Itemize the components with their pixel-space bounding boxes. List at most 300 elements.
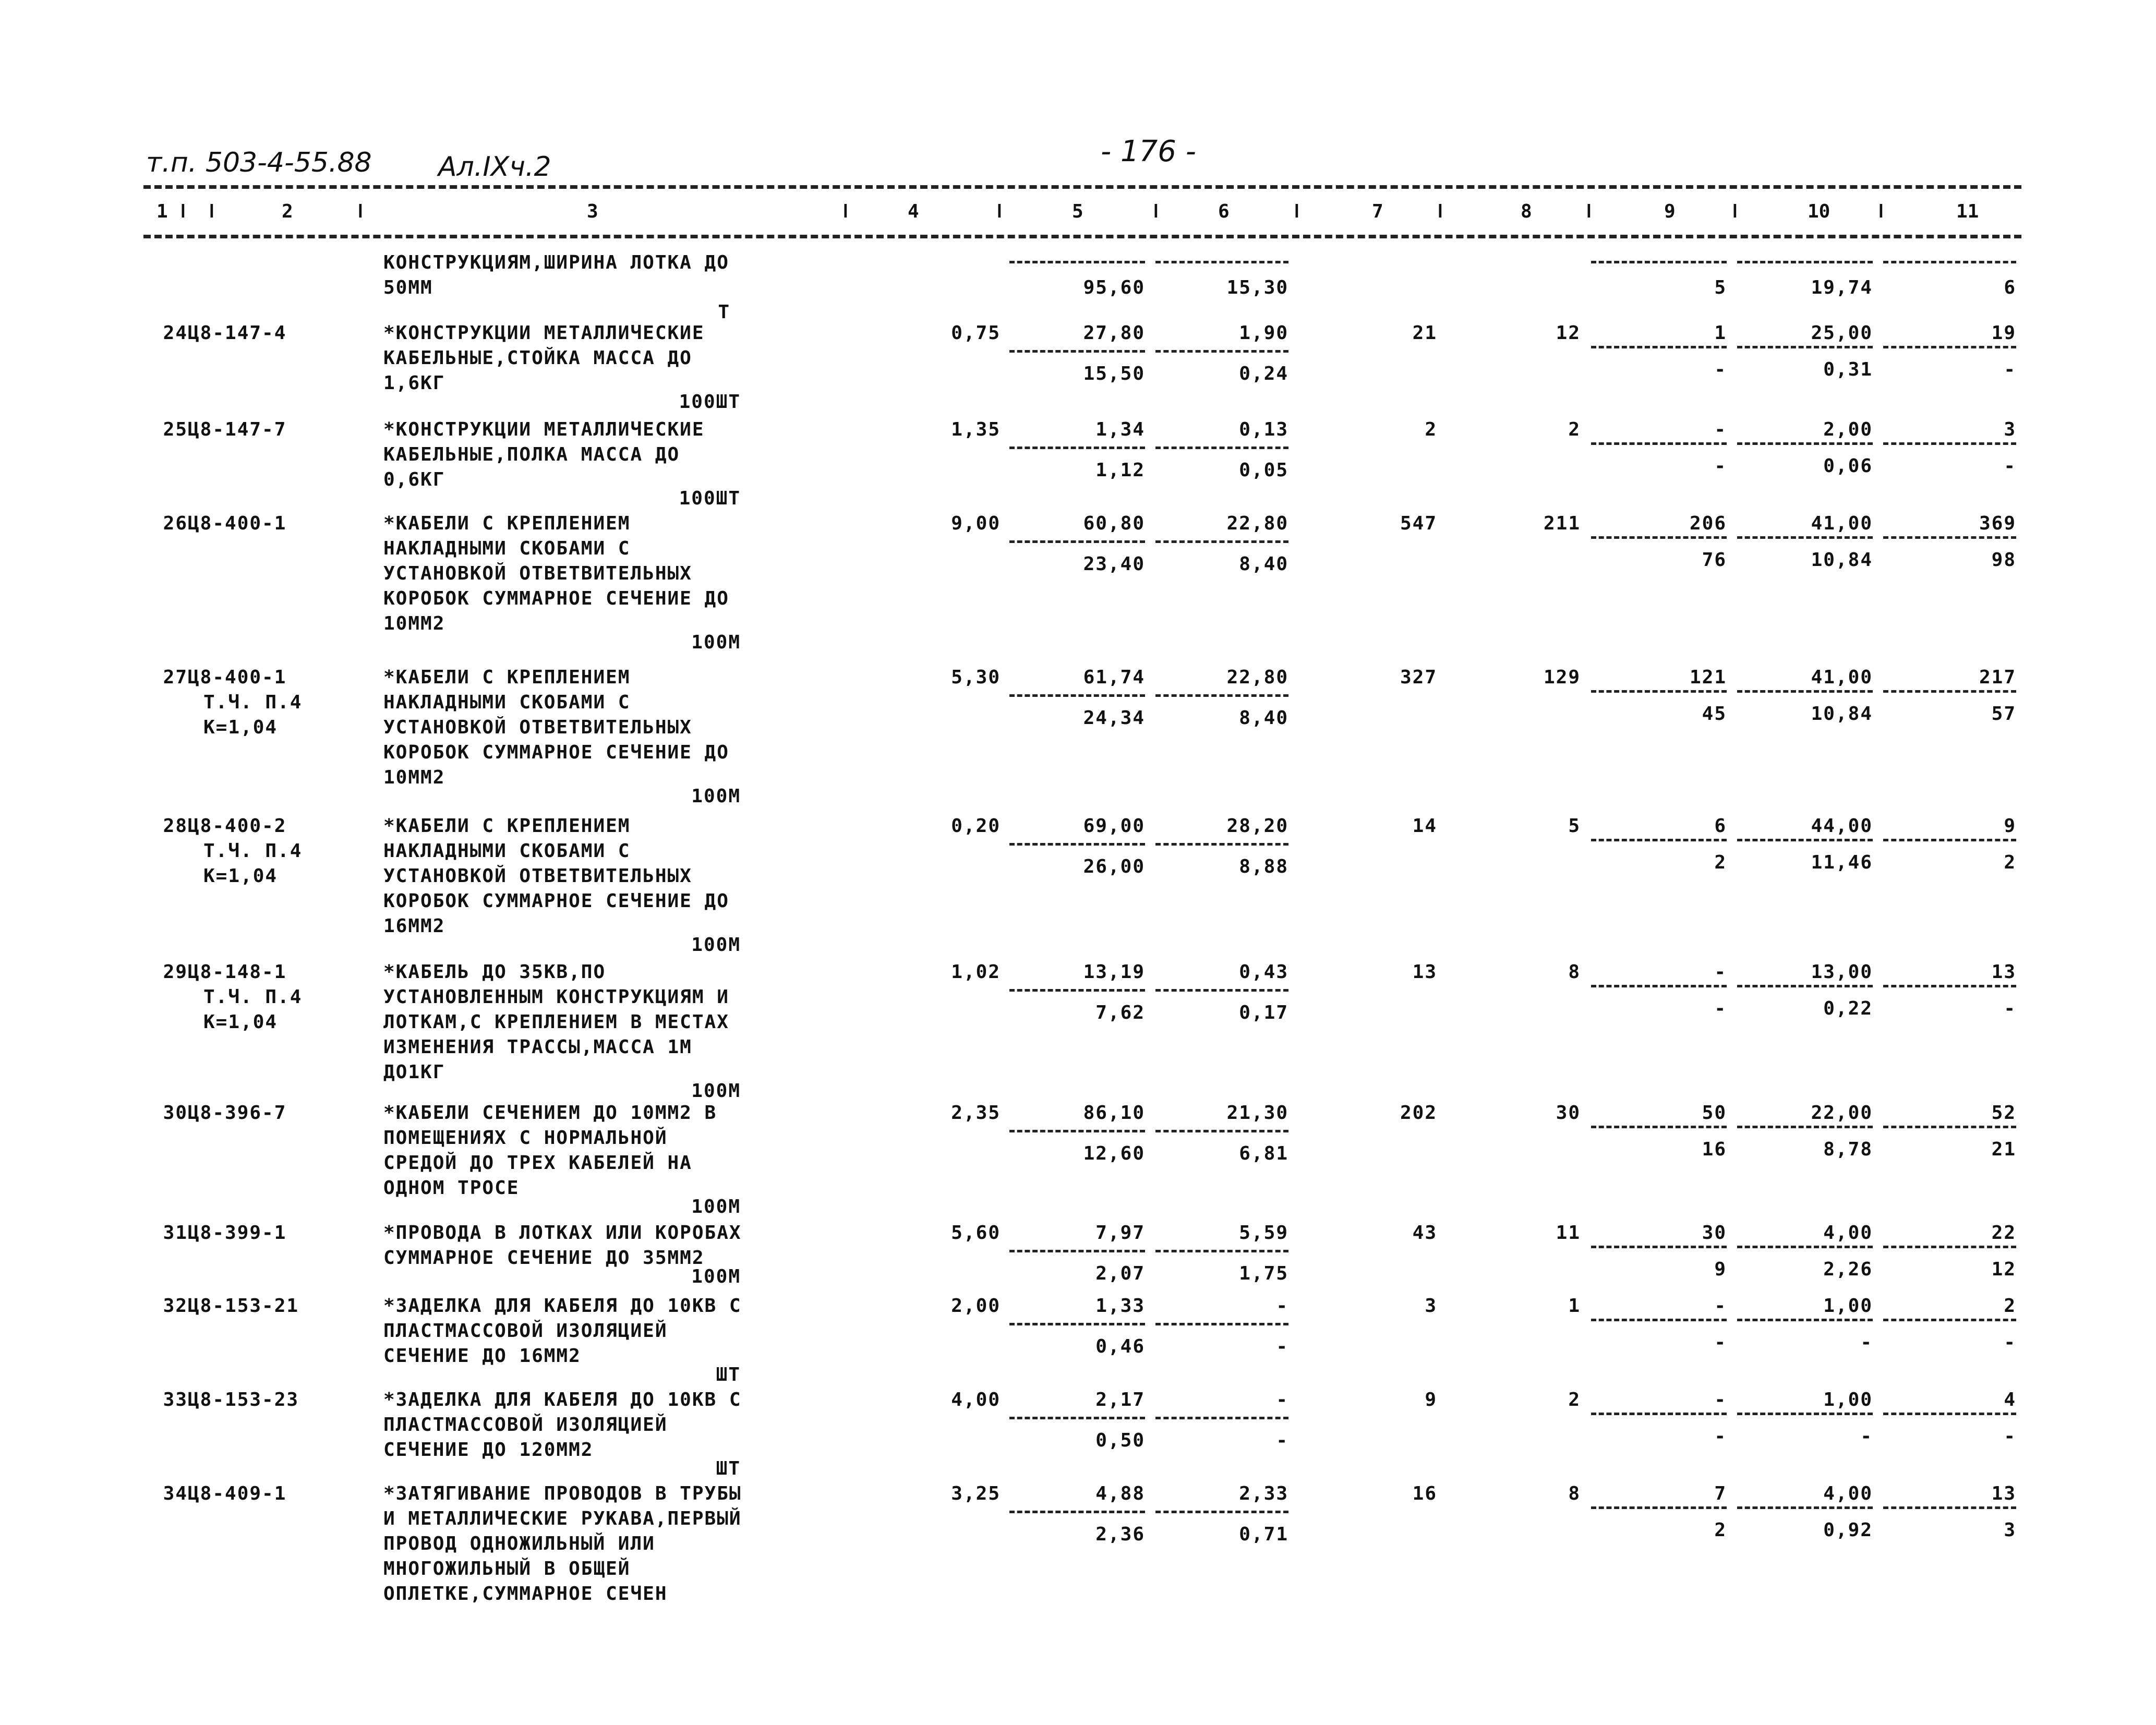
cell-col5-upper: 7,97: [1095, 1222, 1145, 1244]
cell-col10-upper: 44,00: [1811, 815, 1873, 837]
cell-col5-lower: 24,34: [1083, 707, 1145, 729]
work-description: *ЗАДЕЛКА ДЛЯ КАБЕЛЯ ДО 10КВ С: [383, 1389, 742, 1410]
norm-code: Ц8-399-1: [188, 1222, 287, 1244]
album-sheet-label: Ал.IXч.2: [438, 151, 551, 183]
cell-col10-upper: 2,00: [1823, 419, 1873, 440]
divider-col6: [1155, 843, 1288, 846]
cell-col5-upper: 27,80: [1083, 322, 1145, 344]
cell-col10-upper: 13,00: [1811, 961, 1873, 983]
cell-col11-lower: 12: [1991, 1259, 2016, 1280]
row-number: 31: [163, 1222, 188, 1244]
divider-col11: [1883, 1413, 2016, 1415]
cell-col10-upper: 4,00: [1823, 1483, 1873, 1504]
divider-col6: [1155, 350, 1288, 353]
divider-col10: [1737, 985, 1873, 987]
cell-col10-upper: 41,00: [1811, 667, 1873, 688]
work-description: КАБЕЛЬНЫЕ,СТОЙКА МАССА ДО: [383, 347, 692, 369]
cell-col9-upper: 206: [1689, 513, 1727, 534]
column-header-2: 2: [282, 201, 293, 222]
cell-col4: 0,75: [951, 322, 1001, 344]
cell-col8: 211: [1543, 513, 1581, 534]
cell-col9-upper: 121: [1689, 667, 1727, 688]
cell-col11-lower: 21: [1991, 1139, 2016, 1160]
cell-col11-lower: -: [2004, 359, 2016, 380]
cell-col6-upper: 5,59: [1239, 1222, 1288, 1244]
cell-col5-lower: 12,60: [1083, 1143, 1145, 1164]
cell-col11-upper: 2: [2004, 1295, 2016, 1317]
divider-col9: [1591, 346, 1727, 348]
work-description: ОПЛЕТКЕ,СУММАРНОЕ СЕЧЕН: [383, 1583, 668, 1605]
work-description: УСТАНОВКОЙ ОТВЕТВИТЕЛЬНЫХ: [383, 865, 692, 887]
cell-col11-upper: 19: [1991, 322, 2016, 344]
column-separator: ǀ: [355, 201, 366, 222]
cell-col6-upper: 21,30: [1226, 1102, 1288, 1124]
cell-col7: 9: [1425, 1389, 1437, 1410]
divider-col5: [1009, 540, 1145, 543]
cell-col7: 3: [1425, 1295, 1437, 1317]
cell-col9-upper: 30: [1702, 1222, 1727, 1244]
cell-col10-lower: 19,74: [1811, 277, 1873, 298]
unit-label: 100М: [691, 1196, 741, 1217]
norm-code: Ц8-148-1: [188, 961, 287, 983]
work-description: УСТАНОВЛЕННЫМ КОНСТРУКЦИЯМ И: [383, 986, 729, 1008]
row-number: 30: [163, 1102, 188, 1124]
cell-col9-lower: -: [1714, 1332, 1727, 1353]
divider-col9: [1591, 1413, 1727, 1415]
divider-col10: [1737, 442, 1873, 445]
cell-col10-lower: 0,22: [1823, 998, 1873, 1019]
cell-col9-lower: -: [1714, 1426, 1727, 1447]
divider-col5: [1009, 1250, 1145, 1252]
norm-code: Ц8-396-7: [188, 1102, 287, 1124]
cell-col6-lower: 1,75: [1239, 1263, 1288, 1284]
cell-col5-upper: 2,17: [1095, 1389, 1145, 1410]
divider-col9: [1591, 442, 1727, 445]
norm-code: Т.Ч. П.4: [203, 840, 303, 862]
cell-col11-upper: 22: [1991, 1222, 2016, 1244]
row-number: 33: [163, 1389, 188, 1410]
cell-col4: 5,30: [951, 667, 1001, 688]
cell-col6-lower: 0,05: [1239, 460, 1288, 481]
cell-col9-lower: 5: [1714, 277, 1727, 298]
cell-col6-lower: -: [1276, 1430, 1288, 1451]
cell-col11-upper: 9: [2004, 815, 2016, 837]
divider-col6: [1155, 261, 1288, 263]
divider-col6: [1155, 1511, 1288, 1513]
norm-code: Ц8-400-2: [188, 815, 287, 837]
divider-col6: [1155, 540, 1288, 543]
unit-label: ШТ: [716, 1364, 741, 1385]
divider-col10: [1737, 536, 1873, 539]
divider-col11: [1883, 1319, 2016, 1321]
document-code: т.п. 503-4-55.88: [146, 147, 372, 178]
cell-col11-upper: 13: [1991, 1483, 2016, 1504]
divider-col5: [1009, 350, 1145, 353]
work-description: *КАБЕЛИ С КРЕПЛЕНИЕМ: [383, 667, 631, 688]
work-description: *ПРОВОДА В ЛОТКАХ ИЛИ КОРОБАХ: [383, 1222, 742, 1244]
cell-col6-upper: 22,80: [1226, 513, 1288, 534]
work-description: *ЗАДЕЛКА ДЛЯ КАБЕЛЯ ДО 10КВ С: [383, 1295, 742, 1317]
cell-col10-upper: 25,00: [1811, 322, 1873, 344]
work-description: КОРОБОК СУММАРНОЕ СЕЧЕНИЕ ДО: [383, 588, 729, 609]
column-separator: ǀ: [840, 201, 851, 222]
column-header-3: 3: [587, 201, 598, 222]
cell-col6-upper: 0,13: [1239, 419, 1288, 440]
divider-col11: [1883, 1126, 2016, 1128]
cell-col5-lower: 2,07: [1095, 1263, 1145, 1284]
divider-col9: [1591, 1126, 1727, 1128]
divider-col11: [1883, 536, 2016, 539]
cell-col7: 16: [1412, 1483, 1437, 1504]
cell-col5-lower: 26,00: [1083, 856, 1145, 877]
norm-code: Ц8-153-23: [188, 1389, 299, 1410]
divider-col6: [1155, 1250, 1288, 1252]
cell-col5-upper: 1,34: [1095, 419, 1145, 440]
cell-col9-lower: 45: [1702, 703, 1727, 725]
column-header-6: 6: [1218, 201, 1230, 222]
cell-col6-upper: 22,80: [1226, 667, 1288, 688]
divider-col5: [1009, 694, 1145, 697]
cell-col11-lower: -: [2004, 455, 2016, 477]
column-header-11: 11: [1956, 201, 1979, 222]
work-description: КАБЕЛЬНЫЕ,ПОЛКА МАССА ДО: [383, 444, 680, 465]
norm-code: Ц8-153-21: [188, 1295, 299, 1317]
divider-col5: [1009, 447, 1145, 449]
cell-col10-upper: 1,00: [1823, 1295, 1873, 1317]
cell-col10-lower: 0,06: [1823, 455, 1873, 477]
work-description: *КОНСТРУКЦИИ МЕТАЛЛИЧЕСКИЕ: [383, 322, 705, 344]
cell-col8: 8: [1568, 1483, 1581, 1504]
cell-col11-lower: 98: [1991, 549, 2016, 571]
divider-col10: [1737, 346, 1873, 348]
work-description: 1,6КГ: [383, 372, 445, 394]
work-description: *КАБЕЛИ СЕЧЕНИЕМ ДО 10ММ2 В: [383, 1102, 717, 1124]
row-number: 34: [163, 1483, 188, 1504]
cell-col9-upper: -: [1714, 1389, 1727, 1410]
cell-col5-upper: 1,33: [1095, 1295, 1145, 1317]
divider-col6: [1155, 1417, 1288, 1419]
work-description: *КОНСТРУКЦИИ МЕТАЛЛИЧЕСКИЕ: [383, 419, 705, 440]
cell-col11-lower: -: [2004, 998, 2016, 1019]
column-separator: ǀ: [1729, 201, 1741, 222]
divider-col9: [1591, 261, 1727, 263]
divider-col11: [1883, 261, 2016, 263]
row-number: 27: [163, 667, 188, 688]
cell-col10-lower: 0,31: [1823, 359, 1873, 380]
cell-col8: 11: [1556, 1222, 1581, 1244]
divider-col10: [1737, 1413, 1873, 1415]
cell-col8: 2: [1568, 1389, 1581, 1410]
unit-label: 100М: [691, 632, 741, 653]
cell-col6-lower: 6,81: [1239, 1143, 1288, 1164]
cell-col11-lower: -: [2004, 1332, 2016, 1353]
cell-col9-upper: 7: [1714, 1483, 1727, 1504]
column-header-9: 9: [1664, 201, 1676, 222]
work-description: ПОМЕЩЕНИЯХ С НОРМАЛЬНОЙ: [383, 1127, 668, 1149]
cell-col11-lower: -: [2004, 1426, 2016, 1447]
norm-code: Т.Ч. П.4: [203, 692, 303, 713]
cell-col9-lower: -: [1714, 359, 1727, 380]
unit-label: 100М: [691, 934, 741, 956]
column-separator: ǀ: [206, 201, 218, 222]
cell-col8: 12: [1556, 322, 1581, 344]
work-description: КОРОБОК СУММАРНОЕ СЕЧЕНИЕ ДО: [383, 742, 729, 763]
cell-col6-lower: 0,17: [1239, 1002, 1288, 1023]
unit-label: 100ШТ: [679, 391, 741, 413]
cell-col5-lower: 7,62: [1095, 1002, 1145, 1023]
work-description: ДО1КГ: [383, 1061, 445, 1083]
page-number: - 176 -: [1101, 135, 1196, 168]
divider-col11: [1883, 1506, 2016, 1509]
cell-col11-lower: 3: [2004, 1519, 2016, 1541]
column-separator: ǀ: [1150, 201, 1162, 222]
cell-col6-upper: -: [1276, 1295, 1288, 1317]
row-number: 32: [163, 1295, 188, 1317]
row-number: 29: [163, 961, 188, 983]
cell-col9-upper: 50: [1702, 1102, 1727, 1124]
column-separator: ǀ: [1435, 201, 1446, 222]
cell-col9-lower: 76: [1702, 549, 1727, 571]
work-description: СЕЧЕНИЕ ДО 16ММ2: [383, 1345, 581, 1367]
cell-col9-upper: -: [1714, 419, 1727, 440]
cell-col11-lower: 57: [1991, 703, 2016, 725]
cell-col10-upper: 1,00: [1823, 1389, 1873, 1410]
column-header-4: 4: [908, 201, 919, 222]
work-description: УСТАНОВКОЙ ОТВЕТВИТЕЛЬНЫХ: [383, 717, 692, 738]
divider-col6: [1155, 1323, 1288, 1325]
cell-col11-upper: 13: [1991, 961, 2016, 983]
row-number: 28: [163, 815, 188, 837]
divider-col11: [1883, 1246, 2016, 1248]
cell-col5-lower: 95,60: [1083, 277, 1145, 298]
cell-col5-upper: 13,19: [1083, 961, 1145, 983]
unit-label: Т: [718, 301, 730, 323]
cell-col5-lower: 0,50: [1095, 1430, 1145, 1451]
work-description: 10ММ2: [383, 613, 445, 634]
cell-col11-lower: 2: [2004, 852, 2016, 873]
cell-col8: 30: [1556, 1102, 1581, 1124]
cell-col4: 4,00: [951, 1389, 1001, 1410]
cell-col5-upper: 61,74: [1083, 667, 1145, 688]
divider-col9: [1591, 1506, 1727, 1509]
divider-col5: [1009, 261, 1145, 263]
cell-col6-lower: 0,71: [1239, 1524, 1288, 1545]
cell-col11-upper: 4: [2004, 1389, 2016, 1410]
work-description: *ЗАТЯГИВАНИЕ ПРОВОДОВ В ТРУБЫ: [383, 1483, 742, 1504]
cell-col10-lower: 10,84: [1811, 549, 1873, 571]
cell-col5-lower: 2,36: [1095, 1524, 1145, 1545]
divider-col11: [1883, 346, 2016, 348]
divider-col9: [1591, 1319, 1727, 1321]
divider-col5: [1009, 1417, 1145, 1419]
column-separator: ǀ: [994, 201, 1005, 222]
norm-code: Ц8-147-7: [188, 419, 287, 440]
work-description: 10ММ2: [383, 767, 445, 788]
top-rule: [143, 185, 2021, 189]
divider-col9: [1591, 536, 1727, 539]
cell-col10-lower: 11,46: [1811, 852, 1873, 873]
column-separator: ǀ: [1875, 201, 1887, 222]
cell-col7: 202: [1400, 1102, 1437, 1124]
cell-col6-upper: -: [1276, 1389, 1288, 1410]
column-header-5: 5: [1072, 201, 1083, 222]
cell-col11-upper: 369: [1979, 513, 2016, 534]
cell-col9-lower: 2: [1714, 852, 1727, 873]
unit-label: 100ШТ: [679, 488, 741, 509]
divider-col5: [1009, 843, 1145, 846]
cell-col6-lower: 15,30: [1226, 277, 1288, 298]
work-description: *КАБЕЛИ С КРЕПЛЕНИЕМ: [383, 513, 631, 534]
cell-col6-upper: 1,90: [1239, 322, 1288, 344]
column-header-1: 1: [156, 201, 168, 222]
column-header-10: 10: [1808, 201, 1830, 222]
row-number: 26: [163, 513, 188, 534]
carryover-description: 50ММ: [383, 277, 433, 298]
work-description: СЕЧЕНИЕ ДО 120ММ2: [383, 1439, 594, 1461]
cell-col9-lower: -: [1714, 455, 1727, 477]
cell-col6-lower: 0,24: [1239, 363, 1288, 384]
work-description: И МЕТАЛЛИЧЕСКИЕ РУКАВА,ПЕРВЫЙ: [383, 1508, 742, 1529]
cell-col10-lower: 8,78: [1823, 1139, 1873, 1160]
divider-col5: [1009, 989, 1145, 992]
row-number: 24: [163, 322, 188, 344]
cell-col11-upper: 3: [2004, 419, 2016, 440]
header-rule: [143, 235, 2021, 238]
column-separator: ǀ: [1291, 201, 1303, 222]
work-description: ЛОТКАМ,С КРЕПЛЕНИЕМ В МЕСТАХ: [383, 1011, 729, 1033]
unit-label: 100М: [691, 786, 741, 807]
cell-col9-lower: 16: [1702, 1139, 1727, 1160]
work-description: ПЛАСТМАССОВОЙ ИЗОЛЯЦИЕЙ: [383, 1414, 668, 1436]
divider-col5: [1009, 1130, 1145, 1132]
divider-col10: [1737, 261, 1873, 263]
work-description: УСТАНОВКОЙ ОТВЕТВИТЕЛЬНЫХ: [383, 563, 692, 584]
divider-col10: [1737, 690, 1873, 693]
cell-col7: 547: [1400, 513, 1437, 534]
cell-col8: 129: [1543, 667, 1581, 688]
cell-col9-upper: 1: [1714, 322, 1727, 344]
norm-code: Ц8-409-1: [188, 1483, 287, 1504]
column-separator: ǀ: [177, 201, 189, 222]
divider-col9: [1591, 1246, 1727, 1248]
divider-col6: [1155, 694, 1288, 697]
work-description: 0,6КГ: [383, 469, 445, 490]
cell-col5-lower: 1,12: [1095, 460, 1145, 481]
norm-code: Ц8-400-1: [188, 667, 287, 688]
unit-label: 100М: [691, 1080, 741, 1102]
cell-col4: 2,00: [951, 1295, 1001, 1317]
work-description: *КАБЕЛИ С КРЕПЛЕНИЕМ: [383, 815, 631, 837]
work-description: ПРОВОД ОДНОЖИЛЬНЫЙ ИЛИ: [383, 1533, 655, 1554]
cell-col4: 1,35: [951, 419, 1001, 440]
divider-col10: [1737, 1319, 1873, 1321]
work-description: ПЛАСТМАССОВОЙ ИЗОЛЯЦИЕЙ: [383, 1320, 668, 1342]
cell-col11-lower: 6: [2004, 277, 2016, 298]
cell-col7: 13: [1412, 961, 1437, 983]
cell-col5-upper: 60,80: [1083, 513, 1145, 534]
work-description: МНОГОЖИЛЬНЫЙ В ОБЩЕЙ: [383, 1558, 631, 1579]
cell-col9-lower: 9: [1714, 1259, 1727, 1280]
cell-col4: 1,02: [951, 961, 1001, 983]
unit-label: ШТ: [716, 1458, 741, 1479]
work-description: 16ММ2: [383, 915, 445, 937]
work-description: НАКЛАДНЫМИ СКОБАМИ С: [383, 538, 631, 559]
unit-label: 100М: [691, 1266, 741, 1287]
divider-col10: [1737, 1246, 1873, 1248]
cell-col10-upper: 22,00: [1811, 1102, 1873, 1124]
cell-col10-lower: 10,84: [1811, 703, 1873, 725]
divider-col11: [1883, 985, 2016, 987]
column-separator: ǀ: [1583, 201, 1595, 222]
work-description: КОРОБОК СУММАРНОЕ СЕЧЕНИЕ ДО: [383, 890, 729, 912]
work-description: *КАБЕЛЬ ДО 35КВ,ПО: [383, 961, 606, 983]
column-header-7: 7: [1372, 201, 1383, 222]
cell-col10-upper: 4,00: [1823, 1222, 1873, 1244]
cell-col7: 327: [1400, 667, 1437, 688]
column-header-8: 8: [1521, 201, 1532, 222]
cell-col9-upper: -: [1714, 1295, 1727, 1317]
cell-col7: 43: [1412, 1222, 1437, 1244]
divider-col5: [1009, 1511, 1145, 1513]
cell-col7: 2: [1425, 419, 1437, 440]
cell-col7: 21: [1412, 322, 1437, 344]
norm-code: К=1,04: [203, 717, 278, 738]
cell-col6-lower: 8,40: [1239, 707, 1288, 729]
work-description: ОДНОМ ТРОСЕ: [383, 1177, 520, 1199]
work-description: ИЗМЕНЕНИЯ ТРАССЫ,МАССА 1М: [383, 1036, 692, 1058]
cell-col8: 2: [1568, 419, 1581, 440]
work-description: НАКЛАДНЫМИ СКОБАМИ С: [383, 840, 631, 862]
divider-col10: [1737, 1506, 1873, 1509]
divider-col6: [1155, 1130, 1288, 1132]
divider-col6: [1155, 989, 1288, 992]
cell-col10-lower: -: [1860, 1426, 1873, 1447]
cell-col4: 2,35: [951, 1102, 1001, 1124]
divider-col9: [1591, 690, 1727, 693]
norm-code: Ц8-147-4: [188, 322, 287, 344]
cell-col4: 3,25: [951, 1483, 1001, 1504]
row-number: 25: [163, 419, 188, 440]
divider-col9: [1591, 985, 1727, 987]
cell-col10-upper: 41,00: [1811, 513, 1873, 534]
cell-col8: 1: [1568, 1295, 1581, 1317]
cell-col11-upper: 217: [1979, 667, 2016, 688]
cell-col10-lower: 0,92: [1823, 1519, 1873, 1541]
divider-col5: [1009, 1323, 1145, 1325]
divider-col11: [1883, 442, 2016, 445]
cell-col9-upper: -: [1714, 961, 1727, 983]
cell-col5-lower: 0,46: [1095, 1336, 1145, 1357]
cell-col6-upper: 2,33: [1239, 1483, 1288, 1504]
cell-col5-lower: 15,50: [1083, 363, 1145, 384]
divider-col11: [1883, 690, 2016, 693]
cell-col6-lower: 8,88: [1239, 856, 1288, 877]
cell-col6-lower: -: [1276, 1336, 1288, 1357]
carryover-description: КОНСТРУКЦИЯМ,ШИРИНА ЛОТКА ДО: [383, 252, 729, 273]
cell-col5-lower: 23,40: [1083, 553, 1145, 575]
cell-col4: 0,20: [951, 815, 1001, 837]
cell-col9-lower: 2: [1714, 1519, 1727, 1541]
cell-col6-lower: 8,40: [1239, 553, 1288, 575]
cell-col5-upper: 86,10: [1083, 1102, 1145, 1124]
divider-col10: [1737, 1126, 1873, 1128]
cell-col9-upper: 6: [1714, 815, 1727, 837]
divider-col6: [1155, 447, 1288, 449]
norm-code: К=1,04: [203, 865, 278, 887]
cell-col7: 14: [1412, 815, 1437, 837]
cell-col11-upper: 52: [1991, 1102, 2016, 1124]
cell-col10-lower: -: [1860, 1332, 1873, 1353]
